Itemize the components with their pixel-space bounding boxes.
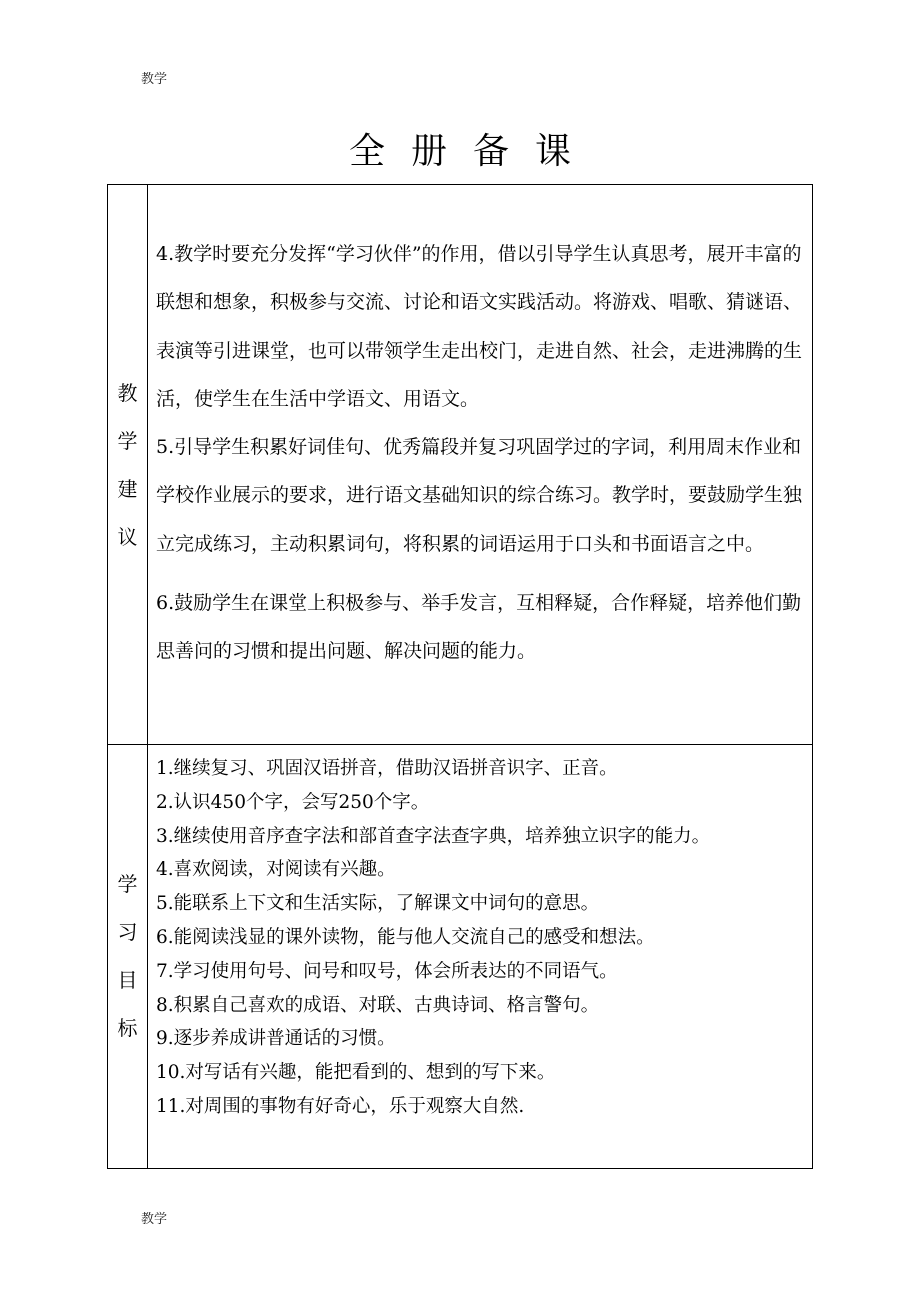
advice-item: 6.鼓励学生在课堂上积极参与、举手发言，互相释疑，合作释疑，培养他们勤思善问的习惯和提出问题、解决问题的能力。 [156, 592, 802, 663]
label-char: 建 [117, 476, 138, 501]
label-char: 学 [117, 872, 138, 896]
advice-item: 5.引导学生积累好词佳句、优秀篇段并复习巩固学过的字词，利用周末作业和学校作业展示的要求，进行语文基础知识的综合练习。教学时，要鼓励学生独立完成练习，主动积累词句，将积累的词语运用于口头和书面语言之中。 [156, 436, 803, 555]
goal-item: 5.能联系上下文和生活实际，了解课文中词句的意思。 [156, 893, 600, 915]
learning-goals-content [148, 744, 812, 1168]
lesson-plan-table [107, 184, 813, 1169]
goal-item: 3.继续使用音序查字法和部首查字法查字典，培养独立识字的能力。 [156, 825, 711, 847]
label-char: 学 [117, 428, 138, 453]
label-char: 教 [117, 380, 138, 405]
goal-item: 1.继续复习、巩固汉语拼音，借助汉语拼音识字、正音。 [156, 758, 618, 779]
goal-item: 8.积累自己喜欢的成语、对联、古典诗词、格言警句。 [156, 994, 600, 1016]
page-title: 全册备课 [348, 131, 597, 172]
goal-item: 9.逐步养成讲普通话的习惯。 [156, 1028, 396, 1050]
teaching-advice-label [108, 185, 148, 744]
page-header-label: 教学 [141, 72, 168, 87]
page-footer-label: 教学 [141, 1212, 168, 1227]
goal-item: 10.对写话有兴趣，能把看到的、想到的写下来。 [156, 1062, 556, 1084]
learning-goals-label [108, 744, 148, 1168]
label-char: 议 [117, 524, 138, 549]
goal-item: 6.能阅读浅显的课外读物，能与他人交流自己的感受和想法。 [156, 926, 655, 948]
learning-goals-row [108, 744, 812, 1168]
label-char: 标 [117, 1016, 138, 1040]
teaching-advice-content [148, 185, 812, 744]
goal-item: 2.认识450个字，会写250个字。 [156, 791, 430, 813]
teaching-advice-row [108, 185, 812, 745]
label-char: 目 [117, 968, 138, 992]
goal-item: 7.学习使用句号、问号和叹号，体会所表达的不同语气。 [156, 960, 618, 982]
goal-item: 4.喜欢阅读，对阅读有兴趣。 [156, 859, 396, 881]
goal-item: 11.对周围的事物有好奇心，乐于观察大自然. [156, 1095, 525, 1117]
advice-item: 4.教学时要充分发挥“学习伙伴”的作用，借以引导学生认真思考，展开丰富的联想和想象，积极参与交流、讨论和语文实践活动。将游戏、唱歌、猜谜语、表演等引进课堂，也可以带领学生走出校门，走进自然、社会，走进沸腾的生活，使学生在生活中学语文、用语文。 [156, 243, 803, 410]
label-char: 习 [117, 920, 138, 944]
